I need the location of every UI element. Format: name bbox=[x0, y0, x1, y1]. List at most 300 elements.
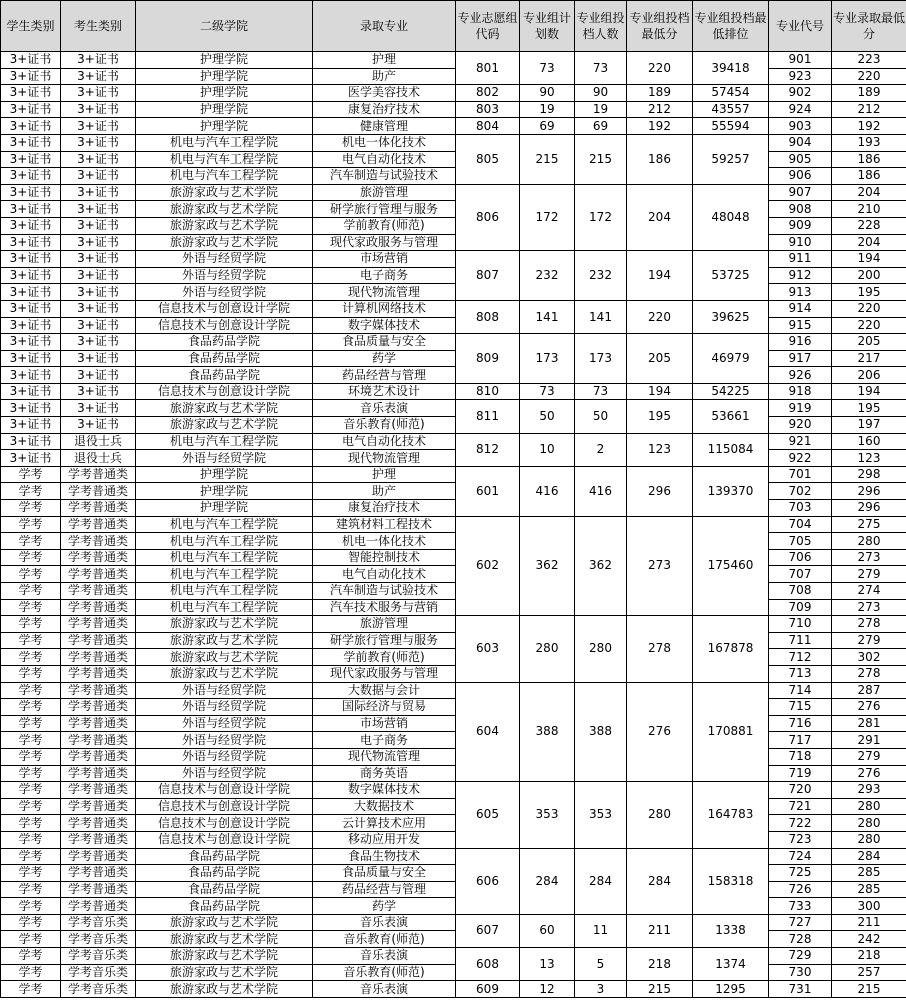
group-count-cell: 73 bbox=[575, 383, 627, 400]
student-type-cell: 学考 bbox=[1, 516, 61, 533]
college-cell: 护理学院 bbox=[136, 118, 313, 135]
group-code-cell: 803 bbox=[456, 101, 520, 118]
major-cell: 学前教育(师范) bbox=[313, 217, 456, 234]
table-row bbox=[1, 284, 906, 301]
major-min-score-cell: 204 bbox=[832, 184, 906, 201]
group-min-score-cell: 296 bbox=[627, 466, 693, 516]
candidate-type-cell: 3+证书 bbox=[61, 251, 136, 268]
column-header: 考生类别 bbox=[61, 1, 136, 52]
major-code-cell: 711 bbox=[769, 632, 832, 649]
major-cell: 移动应用开发 bbox=[313, 831, 456, 848]
group-min-rank-cell: 1374 bbox=[693, 948, 769, 981]
group-plan-cell: 19 bbox=[520, 101, 575, 118]
group-min-rank-cell: 39625 bbox=[693, 300, 769, 333]
major-code-cell: 733 bbox=[769, 898, 832, 915]
major-cell: 数字媒体技术 bbox=[313, 782, 456, 799]
table-row bbox=[1, 85, 906, 102]
candidate-type-cell: 学考音乐类 bbox=[61, 914, 136, 931]
student-type-cell: 学考 bbox=[1, 765, 61, 782]
table-row bbox=[1, 52, 906, 69]
table-row bbox=[1, 616, 906, 633]
major-cell: 现代家政服务与管理 bbox=[313, 665, 456, 682]
college-cell: 护理学院 bbox=[136, 68, 313, 85]
college-cell: 机电与汽车工程学院 bbox=[136, 566, 313, 583]
student-type-cell: 学考 bbox=[1, 715, 61, 732]
major-min-score-cell: 212 bbox=[832, 101, 906, 118]
group-plan-cell: 232 bbox=[520, 251, 575, 301]
major-cell: 食品生物技术 bbox=[313, 848, 456, 865]
table-row bbox=[1, 201, 906, 218]
major-min-score-cell: 217 bbox=[832, 350, 906, 367]
student-type-cell: 学考 bbox=[1, 549, 61, 566]
table-row bbox=[1, 118, 906, 135]
group-min-score-cell: 284 bbox=[627, 848, 693, 914]
major-cell: 大数据与会计 bbox=[313, 682, 456, 699]
student-type-cell: 学考 bbox=[1, 483, 61, 500]
major-code-cell: 715 bbox=[769, 699, 832, 716]
group-code-cell: 810 bbox=[456, 383, 520, 400]
table-body bbox=[1, 52, 906, 998]
student-type-cell: 3+证书 bbox=[1, 118, 61, 135]
major-code-cell: 906 bbox=[769, 168, 832, 185]
major-cell: 国际经济与贸易 bbox=[313, 699, 456, 716]
major-code-cell: 722 bbox=[769, 815, 832, 832]
student-type-cell: 学考 bbox=[1, 981, 61, 998]
college-cell: 机电与汽车工程学院 bbox=[136, 549, 313, 566]
college-cell: 机电与汽车工程学院 bbox=[136, 583, 313, 600]
student-type-cell: 3+证书 bbox=[1, 52, 61, 69]
group-code-cell: 801 bbox=[456, 52, 520, 85]
group-min-rank-cell: 39418 bbox=[693, 52, 769, 85]
major-code-cell: 922 bbox=[769, 450, 832, 467]
college-cell: 旅游家政与艺术学院 bbox=[136, 964, 313, 981]
group-code-cell: 811 bbox=[456, 400, 520, 433]
student-type-cell: 3+证书 bbox=[1, 217, 61, 234]
candidate-type-cell: 学考普通类 bbox=[61, 616, 136, 633]
group-min-rank-cell: 46979 bbox=[693, 334, 769, 384]
major-code-cell: 707 bbox=[769, 566, 832, 583]
major-cell: 音乐教育(师范) bbox=[313, 964, 456, 981]
major-code-cell: 701 bbox=[769, 466, 832, 483]
table-row bbox=[1, 400, 906, 417]
major-code-cell: 901 bbox=[769, 52, 832, 69]
student-type-cell: 3+证书 bbox=[1, 184, 61, 201]
major-cell: 音乐教育(师范) bbox=[313, 931, 456, 948]
group-code-cell: 605 bbox=[456, 782, 520, 848]
major-cell: 现代物流管理 bbox=[313, 450, 456, 467]
candidate-type-cell: 3+证书 bbox=[61, 234, 136, 251]
table-row bbox=[1, 815, 906, 832]
group-min-score-cell: 218 bbox=[627, 948, 693, 981]
candidate-type-cell: 学考音乐类 bbox=[61, 964, 136, 981]
student-type-cell: 3+证书 bbox=[1, 168, 61, 185]
group-code-cell: 812 bbox=[456, 433, 520, 466]
major-min-score-cell: 276 bbox=[832, 699, 906, 716]
major-cell: 音乐表演 bbox=[313, 948, 456, 965]
group-min-score-cell: 194 bbox=[627, 383, 693, 400]
major-cell: 建筑材料工程技术 bbox=[313, 516, 456, 533]
group-plan-cell: 141 bbox=[520, 300, 575, 333]
major-cell: 音乐教育(师范) bbox=[313, 417, 456, 434]
major-code-cell: 926 bbox=[769, 367, 832, 384]
table-row bbox=[1, 732, 906, 749]
college-cell: 外语与经贸学院 bbox=[136, 699, 313, 716]
table-row bbox=[1, 317, 906, 334]
major-code-cell: 717 bbox=[769, 732, 832, 749]
major-cell: 汽车制造与试验技术 bbox=[313, 168, 456, 185]
college-cell: 旅游家政与艺术学院 bbox=[136, 217, 313, 234]
college-cell: 外语与经贸学院 bbox=[136, 267, 313, 284]
table-row bbox=[1, 217, 906, 234]
college-cell: 食品药品学院 bbox=[136, 367, 313, 384]
college-cell: 旅游家政与艺术学院 bbox=[136, 184, 313, 201]
group-code-cell: 607 bbox=[456, 914, 520, 947]
major-code-cell: 916 bbox=[769, 334, 832, 351]
college-cell: 机电与汽车工程学院 bbox=[136, 151, 313, 168]
major-min-score-cell: 298 bbox=[832, 466, 906, 483]
column-header: 专业代号 bbox=[769, 1, 832, 52]
major-code-cell: 716 bbox=[769, 715, 832, 732]
major-code-cell: 713 bbox=[769, 665, 832, 682]
group-count-cell: 141 bbox=[575, 300, 627, 333]
group-plan-cell: 280 bbox=[520, 616, 575, 682]
candidate-type-cell: 3+证书 bbox=[61, 201, 136, 218]
candidate-type-cell: 学考普通类 bbox=[61, 715, 136, 732]
major-min-score-cell: 300 bbox=[832, 898, 906, 915]
table-row bbox=[1, 599, 906, 616]
table-row bbox=[1, 632, 906, 649]
candidate-type-cell: 3+证书 bbox=[61, 52, 136, 69]
major-min-score-cell: 296 bbox=[832, 500, 906, 517]
group-code-cell: 601 bbox=[456, 466, 520, 516]
student-type-cell: 学考 bbox=[1, 533, 61, 550]
candidate-type-cell: 3+证书 bbox=[61, 317, 136, 334]
table-row bbox=[1, 583, 906, 600]
major-cell: 机电一体化技术 bbox=[313, 533, 456, 550]
group-min-rank-cell: 167878 bbox=[693, 616, 769, 682]
major-min-score-cell: 192 bbox=[832, 118, 906, 135]
major-cell: 药品经营与管理 bbox=[313, 367, 456, 384]
group-count-cell: 173 bbox=[575, 334, 627, 384]
major-min-score-cell: 195 bbox=[832, 400, 906, 417]
college-cell: 食品药品学院 bbox=[136, 350, 313, 367]
major-code-cell: 729 bbox=[769, 948, 832, 965]
candidate-type-cell: 学考普通类 bbox=[61, 815, 136, 832]
table-row bbox=[1, 699, 906, 716]
major-cell: 研学旅行管理与服务 bbox=[313, 201, 456, 218]
table-row bbox=[1, 433, 906, 450]
college-cell: 外语与经贸学院 bbox=[136, 732, 313, 749]
group-plan-cell: 388 bbox=[520, 682, 575, 782]
group-plan-cell: 90 bbox=[520, 85, 575, 102]
group-code-cell: 804 bbox=[456, 118, 520, 135]
major-cell: 机电一体化技术 bbox=[313, 134, 456, 151]
group-code-cell: 606 bbox=[456, 848, 520, 914]
student-type-cell: 学考 bbox=[1, 566, 61, 583]
group-plan-cell: 173 bbox=[520, 334, 575, 384]
candidate-type-cell: 3+证书 bbox=[61, 350, 136, 367]
candidate-type-cell: 学考普通类 bbox=[61, 831, 136, 848]
college-cell: 外语与经贸学院 bbox=[136, 748, 313, 765]
table-row bbox=[1, 383, 906, 400]
college-cell: 信息技术与创意设计学院 bbox=[136, 782, 313, 799]
major-code-cell: 905 bbox=[769, 151, 832, 168]
group-count-cell: 11 bbox=[575, 914, 627, 947]
college-cell: 旅游家政与艺术学院 bbox=[136, 948, 313, 965]
candidate-type-cell: 3+证书 bbox=[61, 284, 136, 301]
group-min-rank-cell: 115084 bbox=[693, 433, 769, 466]
candidate-type-cell: 学考音乐类 bbox=[61, 931, 136, 948]
student-type-cell: 3+证书 bbox=[1, 383, 61, 400]
candidate-type-cell: 学考音乐类 bbox=[61, 948, 136, 965]
student-type-cell: 3+证书 bbox=[1, 433, 61, 450]
major-cell: 智能控制技术 bbox=[313, 549, 456, 566]
major-cell: 汽车技术服务与营销 bbox=[313, 599, 456, 616]
candidate-type-cell: 3+证书 bbox=[61, 68, 136, 85]
group-min-rank-cell: 1295 bbox=[693, 981, 769, 998]
major-code-cell: 714 bbox=[769, 682, 832, 699]
group-count-cell: 388 bbox=[575, 682, 627, 782]
college-cell: 食品药品学院 bbox=[136, 881, 313, 898]
candidate-type-cell: 学考普通类 bbox=[61, 748, 136, 765]
major-code-cell: 712 bbox=[769, 649, 832, 666]
major-min-score-cell: 215 bbox=[832, 981, 906, 998]
group-min-score-cell: 211 bbox=[627, 914, 693, 947]
table-row bbox=[1, 748, 906, 765]
college-cell: 外语与经贸学院 bbox=[136, 765, 313, 782]
group-min-score-cell: 212 bbox=[627, 101, 693, 118]
student-type-cell: 学考 bbox=[1, 898, 61, 915]
major-min-score-cell: 302 bbox=[832, 649, 906, 666]
major-code-cell: 702 bbox=[769, 483, 832, 500]
student-type-cell: 学考 bbox=[1, 616, 61, 633]
student-type-cell: 3+证书 bbox=[1, 284, 61, 301]
group-count-cell: 353 bbox=[575, 782, 627, 848]
major-cell: 护理 bbox=[313, 466, 456, 483]
candidate-type-cell: 3+证书 bbox=[61, 417, 136, 434]
major-min-score-cell: 296 bbox=[832, 483, 906, 500]
group-min-rank-cell: 57454 bbox=[693, 85, 769, 102]
candidate-type-cell: 学考普通类 bbox=[61, 466, 136, 483]
group-plan-cell: 215 bbox=[520, 134, 575, 184]
major-min-score-cell: 287 bbox=[832, 682, 906, 699]
college-cell: 食品药品学院 bbox=[136, 865, 313, 882]
college-cell: 护理学院 bbox=[136, 466, 313, 483]
major-min-score-cell: 280 bbox=[832, 533, 906, 550]
major-cell: 康复治疗技术 bbox=[313, 101, 456, 118]
major-cell: 电子商务 bbox=[313, 732, 456, 749]
group-count-cell: 362 bbox=[575, 516, 627, 616]
student-type-cell: 3+证书 bbox=[1, 68, 61, 85]
candidate-type-cell: 3+证书 bbox=[61, 134, 136, 151]
major-code-cell: 720 bbox=[769, 782, 832, 799]
major-code-cell: 703 bbox=[769, 500, 832, 517]
student-type-cell: 3+证书 bbox=[1, 367, 61, 384]
college-cell: 护理学院 bbox=[136, 483, 313, 500]
group-min-rank-cell: 175460 bbox=[693, 516, 769, 616]
group-plan-cell: 284 bbox=[520, 848, 575, 914]
major-min-score-cell: 273 bbox=[832, 599, 906, 616]
group-count-cell: 5 bbox=[575, 948, 627, 981]
group-min-rank-cell: 1338 bbox=[693, 914, 769, 947]
major-cell: 旅游管理 bbox=[313, 184, 456, 201]
college-cell: 外语与经贸学院 bbox=[136, 251, 313, 268]
major-code-cell: 718 bbox=[769, 748, 832, 765]
table-row bbox=[1, 134, 906, 151]
group-plan-cell: 73 bbox=[520, 52, 575, 85]
college-cell: 旅游家政与艺术学院 bbox=[136, 616, 313, 633]
major-code-cell: 924 bbox=[769, 101, 832, 118]
candidate-type-cell: 学考普通类 bbox=[61, 632, 136, 649]
table-row bbox=[1, 350, 906, 367]
student-type-cell: 学考 bbox=[1, 964, 61, 981]
major-min-score-cell: 186 bbox=[832, 151, 906, 168]
major-min-score-cell: 285 bbox=[832, 881, 906, 898]
major-cell: 药学 bbox=[313, 898, 456, 915]
college-cell: 信息技术与创意设计学院 bbox=[136, 815, 313, 832]
major-cell: 医学美容技术 bbox=[313, 85, 456, 102]
group-count-cell: 2 bbox=[575, 433, 627, 466]
major-min-score-cell: 218 bbox=[832, 948, 906, 965]
group-count-cell: 280 bbox=[575, 616, 627, 682]
major-min-score-cell: 186 bbox=[832, 168, 906, 185]
candidate-type-cell: 学考普通类 bbox=[61, 516, 136, 533]
major-min-score-cell: 194 bbox=[832, 383, 906, 400]
major-cell: 食品质量与安全 bbox=[313, 334, 456, 351]
group-min-score-cell: 273 bbox=[627, 516, 693, 616]
table-row bbox=[1, 168, 906, 185]
table-row bbox=[1, 865, 906, 882]
college-cell: 信息技术与创意设计学院 bbox=[136, 317, 313, 334]
major-cell: 汽车制造与试验技术 bbox=[313, 583, 456, 600]
group-plan-cell: 13 bbox=[520, 948, 575, 981]
major-code-cell: 907 bbox=[769, 184, 832, 201]
student-type-cell: 学考 bbox=[1, 649, 61, 666]
column-header: 专业组投档人数 bbox=[575, 1, 627, 52]
major-min-score-cell: 242 bbox=[832, 931, 906, 948]
group-min-score-cell: 186 bbox=[627, 134, 693, 184]
table-row bbox=[1, 981, 906, 998]
college-cell: 护理学院 bbox=[136, 101, 313, 118]
table-row bbox=[1, 500, 906, 517]
group-plan-cell: 50 bbox=[520, 400, 575, 433]
major-min-score-cell: 281 bbox=[832, 715, 906, 732]
major-code-cell: 904 bbox=[769, 134, 832, 151]
student-type-cell: 学考 bbox=[1, 831, 61, 848]
college-cell: 旅游家政与艺术学院 bbox=[136, 632, 313, 649]
student-type-cell: 学考 bbox=[1, 782, 61, 799]
group-min-rank-cell: 164783 bbox=[693, 782, 769, 848]
table-row bbox=[1, 848, 906, 865]
candidate-type-cell: 3+证书 bbox=[61, 367, 136, 384]
major-code-cell: 704 bbox=[769, 516, 832, 533]
table-row bbox=[1, 234, 906, 251]
table-row bbox=[1, 566, 906, 583]
group-code-cell: 807 bbox=[456, 251, 520, 301]
candidate-type-cell: 学考普通类 bbox=[61, 798, 136, 815]
student-type-cell: 3+证书 bbox=[1, 300, 61, 317]
major-code-cell: 911 bbox=[769, 251, 832, 268]
major-cell: 计算机网络技术 bbox=[313, 300, 456, 317]
group-code-cell: 609 bbox=[456, 981, 520, 998]
college-cell: 机电与汽车工程学院 bbox=[136, 134, 313, 151]
group-min-score-cell: 280 bbox=[627, 782, 693, 848]
table-row bbox=[1, 101, 906, 118]
college-cell: 护理学院 bbox=[136, 500, 313, 517]
group-min-rank-cell: 158318 bbox=[693, 848, 769, 914]
table-row bbox=[1, 417, 906, 434]
group-plan-cell: 12 bbox=[520, 981, 575, 998]
major-code-cell: 921 bbox=[769, 433, 832, 450]
candidate-type-cell: 退役士兵 bbox=[61, 450, 136, 467]
major-code-cell: 910 bbox=[769, 234, 832, 251]
group-min-score-cell: 220 bbox=[627, 300, 693, 333]
candidate-type-cell: 退役士兵 bbox=[61, 433, 136, 450]
student-type-cell: 3+证书 bbox=[1, 85, 61, 102]
major-min-score-cell: 193 bbox=[832, 134, 906, 151]
major-code-cell: 723 bbox=[769, 831, 832, 848]
group-min-score-cell: 189 bbox=[627, 85, 693, 102]
student-type-cell: 学考 bbox=[1, 583, 61, 600]
group-min-score-cell: 276 bbox=[627, 682, 693, 782]
major-cell: 食品质量与安全 bbox=[313, 865, 456, 882]
major-min-score-cell: 123 bbox=[832, 450, 906, 467]
student-type-cell: 学考 bbox=[1, 881, 61, 898]
college-cell: 机电与汽车工程学院 bbox=[136, 599, 313, 616]
major-min-score-cell: 279 bbox=[832, 632, 906, 649]
major-min-score-cell: 210 bbox=[832, 201, 906, 218]
major-cell: 数字媒体技术 bbox=[313, 317, 456, 334]
student-type-cell: 学考 bbox=[1, 732, 61, 749]
student-type-cell: 3+证书 bbox=[1, 417, 61, 434]
major-cell: 音乐表演 bbox=[313, 400, 456, 417]
student-type-cell: 学考 bbox=[1, 848, 61, 865]
candidate-type-cell: 3+证书 bbox=[61, 267, 136, 284]
major-min-score-cell: 285 bbox=[832, 865, 906, 882]
group-count-cell: 69 bbox=[575, 118, 627, 135]
candidate-type-cell: 学考普通类 bbox=[61, 483, 136, 500]
major-min-score-cell: 278 bbox=[832, 616, 906, 633]
college-cell: 信息技术与创意设计学院 bbox=[136, 798, 313, 815]
major-cell: 市场营销 bbox=[313, 715, 456, 732]
table-row bbox=[1, 914, 906, 931]
college-cell: 信息技术与创意设计学院 bbox=[136, 383, 313, 400]
major-min-score-cell: 280 bbox=[832, 798, 906, 815]
major-cell: 助产 bbox=[313, 483, 456, 500]
student-type-cell: 3+证书 bbox=[1, 251, 61, 268]
major-cell: 旅游管理 bbox=[313, 616, 456, 633]
group-count-cell: 284 bbox=[575, 848, 627, 914]
college-cell: 信息技术与创意设计学院 bbox=[136, 831, 313, 848]
candidate-type-cell: 3+证书 bbox=[61, 334, 136, 351]
candidate-type-cell: 学考普通类 bbox=[61, 765, 136, 782]
major-code-cell: 903 bbox=[769, 118, 832, 135]
table-row bbox=[1, 948, 906, 965]
major-cell: 云计算技术应用 bbox=[313, 815, 456, 832]
table-row bbox=[1, 251, 906, 268]
group-min-rank-cell: 48048 bbox=[693, 184, 769, 250]
college-cell: 旅游家政与艺术学院 bbox=[136, 417, 313, 434]
group-min-score-cell: 220 bbox=[627, 52, 693, 85]
major-code-cell: 919 bbox=[769, 400, 832, 417]
major-cell: 音乐表演 bbox=[313, 981, 456, 998]
major-code-cell: 913 bbox=[769, 284, 832, 301]
group-min-score-cell: 278 bbox=[627, 616, 693, 682]
college-cell: 旅游家政与艺术学院 bbox=[136, 649, 313, 666]
major-min-score-cell: 195 bbox=[832, 284, 906, 301]
major-code-cell: 908 bbox=[769, 201, 832, 218]
major-min-score-cell: 280 bbox=[832, 831, 906, 848]
